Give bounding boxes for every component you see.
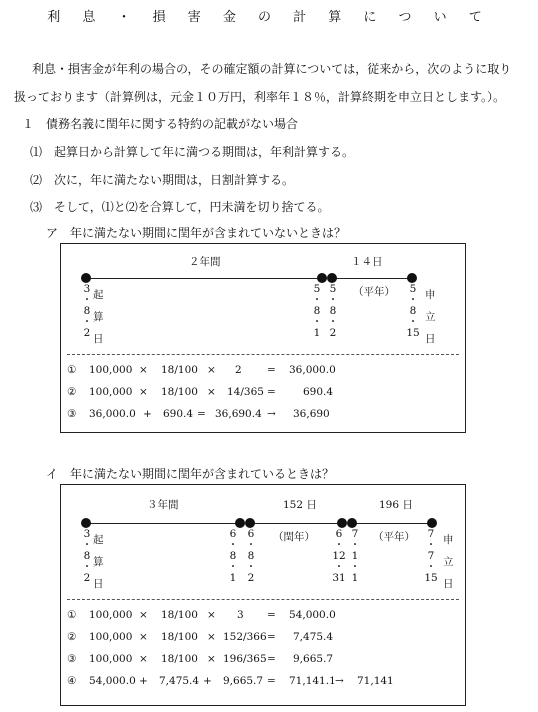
case-b-line-1 [87,523,241,524]
case-a-box: ２年間 １４日 （平年） 3 ・ 8 ・ 2 起 算 日 5 ・ 8 ・ 1 5 ・ 8 ・ 2 5 ・ 8 ・ 15 申 立 日 ① 100,000 × 18/100 × 2 = 36,000.0 ② 100,000 × 18/100 × 14/365 = 690.4 ③ 36,000.0 + 690.4 = 36,690.4 → 36,690 [60,243,466,433]
rule-item-1: ⑴ 起算日から計算して年に満つる期間は，年利計算する。 [30,145,355,159]
case-a-period1: ２年間 [189,256,221,268]
case-b-line-2 [249,523,341,524]
case-b-col1-labels: 起 算 日 [93,534,104,590]
case-a-col1: 3 ・ 8 ・ 2 [81,283,93,339]
case-b-col6: 7 ・ 7 ・ 15 [424,528,438,584]
case-b-col1: 3 ・ 8 ・ 2 [81,528,93,584]
case-b-box: ３年間 152 日 196 日 （閏年） （平年） 3 ・ 8 ・ 2 起 算 日 6 ・ 8 ・ 1 6 ・ 8 ・ 2 6 ・ 12 ・ 31 7 ・ 1 ・ 1 7 ・ 7 ・ 15 申 立 日 ① 100,000 × 18/100 × 3 = 54,000.0 ② 100,000 × 18/100 × 152/366 = 7,475.4 ③ 100,000 × 18/100 × 196/365 = 9,665.7 ④ 54,000.0 + 7,475.4 + 9,665.7 = 71,141.1 → 71,141 [60,484,466,706]
case-a-col3: 5 ・ 8 ・ 2 [327,283,339,339]
case-b-col5: 7 ・ 1 ・ 1 [349,528,361,584]
case-b-dot-end [427,518,437,528]
case-a-dot-start [81,273,91,283]
case-b-dot-2 [235,518,245,528]
case-a-divider [67,354,459,355]
case-b-dot-start [81,518,91,528]
case-a-note: （平年） [353,286,395,298]
case-b-dot-3 [245,518,255,528]
section-heading: １ 債務名義に閏年に関する特約の記載がない場合 [22,117,299,131]
case-a-heading: ア 年に満たない期間に閏年が含まれていないときは？ [46,226,347,240]
case-a-line-2 [333,278,413,279]
intro-line-1: 利息・損害金が年利の場合の，その確定額の計算については，従来から，次のように取り [32,62,512,76]
case-b-col4: 6 ・ 12 ・ 31 [332,528,346,584]
case-b-line-3 [351,523,433,524]
case-a-period2: １４日 [351,256,383,268]
case-b-dot-5 [347,518,357,528]
case-a-line-1 [87,278,323,279]
case-b-period2: 152 日 [283,499,317,511]
case-a-dot-end [407,273,417,283]
case-a-dot-mid1 [317,273,327,283]
case-a-col4: 5 ・ 8 ・ 15 [406,283,420,339]
case-a-dot-mid2 [327,273,337,283]
case-b-note2: （平年） [373,531,415,543]
case-b-col6-labels: 申 立 日 [443,534,454,590]
case-b-period3: 196 日 [379,499,413,511]
case-a-col2: 5 ・ 8 ・ 1 [311,283,323,339]
case-b-dot-4 [337,518,347,528]
intro-line-2: 扱っております（計算例は，元金１０万円，利率年１８％，計算終期を申立日とします。）。 [14,90,506,104]
rule-item-2: ⑵ 次に，年に満たない期間は，日割計算する。 [30,173,295,187]
case-b-divider [67,599,459,600]
case-b-period1: ３年間 [147,499,179,511]
case-b-col3: 6 ・ 8 ・ 2 [245,528,257,584]
page-title: 利 息 ・ 損 害 金 の 計 算 に つ い て [47,10,491,25]
case-b-col2: 6 ・ 8 ・ 1 [227,528,239,584]
case-a-col1-labels: 起 算 日 [93,289,104,345]
case-b-note1: （閏年） [273,531,315,543]
case-b-heading: イ 年に満たない期間に閏年が含まれているときは？ [46,467,335,481]
rule-item-3: ⑶ そして，⑴と⑵を合算して，円未満を切り捨てる。 [30,200,330,214]
case-a-col4-labels: 申 立 日 [425,289,436,345]
